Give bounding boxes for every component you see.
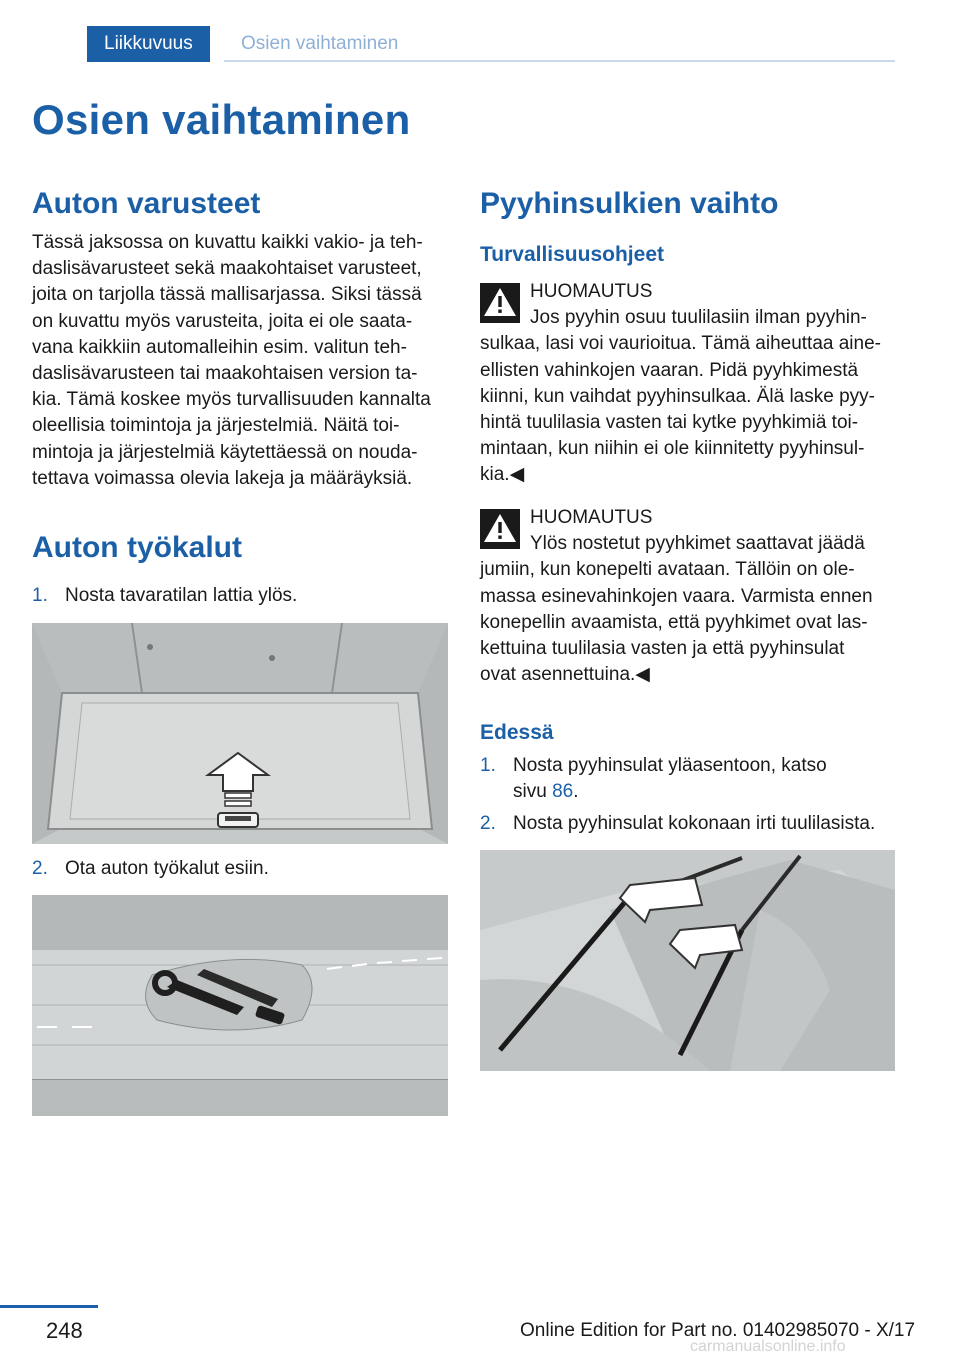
header-tab-current[interactable]: Osien vaihtaminen bbox=[241, 33, 399, 54]
text-line: konepellin avaamista, että pyyhkimet ovat las‐ bbox=[480, 611, 868, 633]
wiper-illustration bbox=[480, 850, 895, 1071]
text-line: joita on tarjolla tässä mallisarjassa. Siksi tässä bbox=[32, 284, 422, 306]
warning-text-first-line: Ylös nostetut pyyhkimet saattavat jäädä bbox=[530, 533, 865, 555]
text-line: sulkaa, lasi voi vaurioitua. Tämä aiheuttaa aine‐ bbox=[480, 333, 881, 355]
text-line: Tässä jaksossa on kuvattu kaikki vakio- ja teh‐ bbox=[32, 232, 423, 253]
list-item bbox=[32, 856, 448, 882]
text-line: kiinni, kun vaihdat pyyhinsulkaa. Älä laske pyy‐ bbox=[480, 385, 875, 407]
warning-block-1 bbox=[480, 279, 896, 489]
step-text: Nosta tavaratilan lattia ylös. bbox=[65, 585, 298, 606]
text-line: daslisävarusteen tai maakohtaisen version ta‐ bbox=[32, 363, 418, 385]
text-line: ovat asennettuina.◀ bbox=[480, 664, 650, 686]
subheading-turvallisuusohjeet: Turvallisuusohjeet bbox=[480, 243, 664, 266]
step-text: Nosta pyyhinsulat kokonaan irti tuulilasista. bbox=[513, 813, 876, 835]
warning-text-first-line: Jos pyyhin osuu tuulilasiin ilman pyyhin‐ bbox=[530, 307, 867, 329]
text-line: on kuvattu myös varusteita, joita ei ole saata‐ bbox=[32, 310, 413, 332]
text-line: mintaan, kun niihin ei ole kiinnitetty pyyhinsul‐ bbox=[480, 438, 865, 460]
step-number: 1. bbox=[32, 585, 48, 606]
header-divider bbox=[224, 60, 895, 62]
text-line: hintä tuulilasia vasten tai kytke pyyhkimiä toi‐ bbox=[480, 412, 859, 434]
subheading-edessa: Edessä bbox=[480, 721, 554, 744]
step-text-prefix: sivu bbox=[513, 781, 553, 803]
intro-paragraph bbox=[32, 230, 448, 492]
warning-block-2 bbox=[480, 505, 896, 688]
warning-title: HUOMAUTUS bbox=[530, 281, 653, 302]
vehicle-tools-illustration bbox=[32, 895, 448, 1116]
text-line: daslisävarusteet sekä maakohtaiset varusteet, bbox=[32, 258, 422, 280]
text-line: oleellisia toimintoja ja järjestelmiä. Näitä toi‐ bbox=[32, 415, 400, 437]
step-text-suffix: . bbox=[573, 781, 579, 803]
warning-title: HUOMAUTUS bbox=[530, 507, 653, 528]
trunk-floor-illustration bbox=[32, 623, 448, 844]
section-auton-varusteet bbox=[32, 186, 448, 492]
text-line: massa esinevahinkojen vaara. Varmista ennen bbox=[480, 585, 873, 607]
text-line: mintoja ja järjestelmiä käytettäessä on nouda‐ bbox=[32, 441, 418, 463]
steps-list-tools-1 bbox=[32, 583, 448, 609]
watermark: carmanualsonline.info bbox=[690, 1338, 846, 1355]
warning-triangle-icon bbox=[480, 509, 520, 549]
page-title: Osien vaihtaminen bbox=[32, 96, 411, 143]
step-number: 2. bbox=[480, 813, 496, 835]
step-number: 2. bbox=[32, 858, 48, 879]
text-line: kettuina tuulilasia vasten ja että pyyhinsulat bbox=[480, 638, 845, 660]
warning-triangle-icon bbox=[480, 283, 520, 323]
heading-auton-tyokalut: Auton työkalut bbox=[32, 531, 242, 564]
steps-list-front bbox=[480, 753, 896, 838]
footer-divider bbox=[0, 1305, 98, 1308]
text-line: kia.◀ bbox=[480, 464, 525, 486]
list-item bbox=[480, 811, 896, 837]
text-line: tettava voimassa olevia lakeja ja määräyksiä. bbox=[32, 467, 413, 489]
header-tab-liikkuvuus[interactable]: Liikkuvuus bbox=[87, 26, 210, 62]
steps-list-tools-2 bbox=[32, 856, 448, 882]
text-line: vana kaikkiin automalleihin esim. valitun teh‐ bbox=[32, 336, 407, 358]
text-line: jumiin, kun konepelti avataan. Tällöin on ole‐ bbox=[480, 559, 855, 581]
list-item bbox=[480, 753, 896, 805]
list-item bbox=[32, 583, 448, 609]
text-line: kia. Tämä koskee myös turvallisuuden kannalta bbox=[32, 389, 431, 411]
edition-info: Online Edition for Part no. 01402985070 - X/17 bbox=[520, 1320, 916, 1341]
text-line: ellisten vahinkojen vaaran. Pidä pyyhkimestä bbox=[480, 359, 859, 381]
page-number: 248 bbox=[46, 1318, 83, 1343]
heading-auton-varusteet: Auton varusteet bbox=[32, 187, 261, 220]
heading-pyyhinsulkien-vaihto: Pyyhinsulkien vaihto bbox=[480, 187, 779, 220]
page-reference-link[interactable]: 86 bbox=[552, 781, 574, 803]
step-number: 1. bbox=[480, 755, 496, 776]
step-text: Ota auton työkalut esiin. bbox=[65, 858, 269, 879]
step-text: Nosta pyyhinsulat yläasentoon, katso bbox=[513, 755, 827, 776]
